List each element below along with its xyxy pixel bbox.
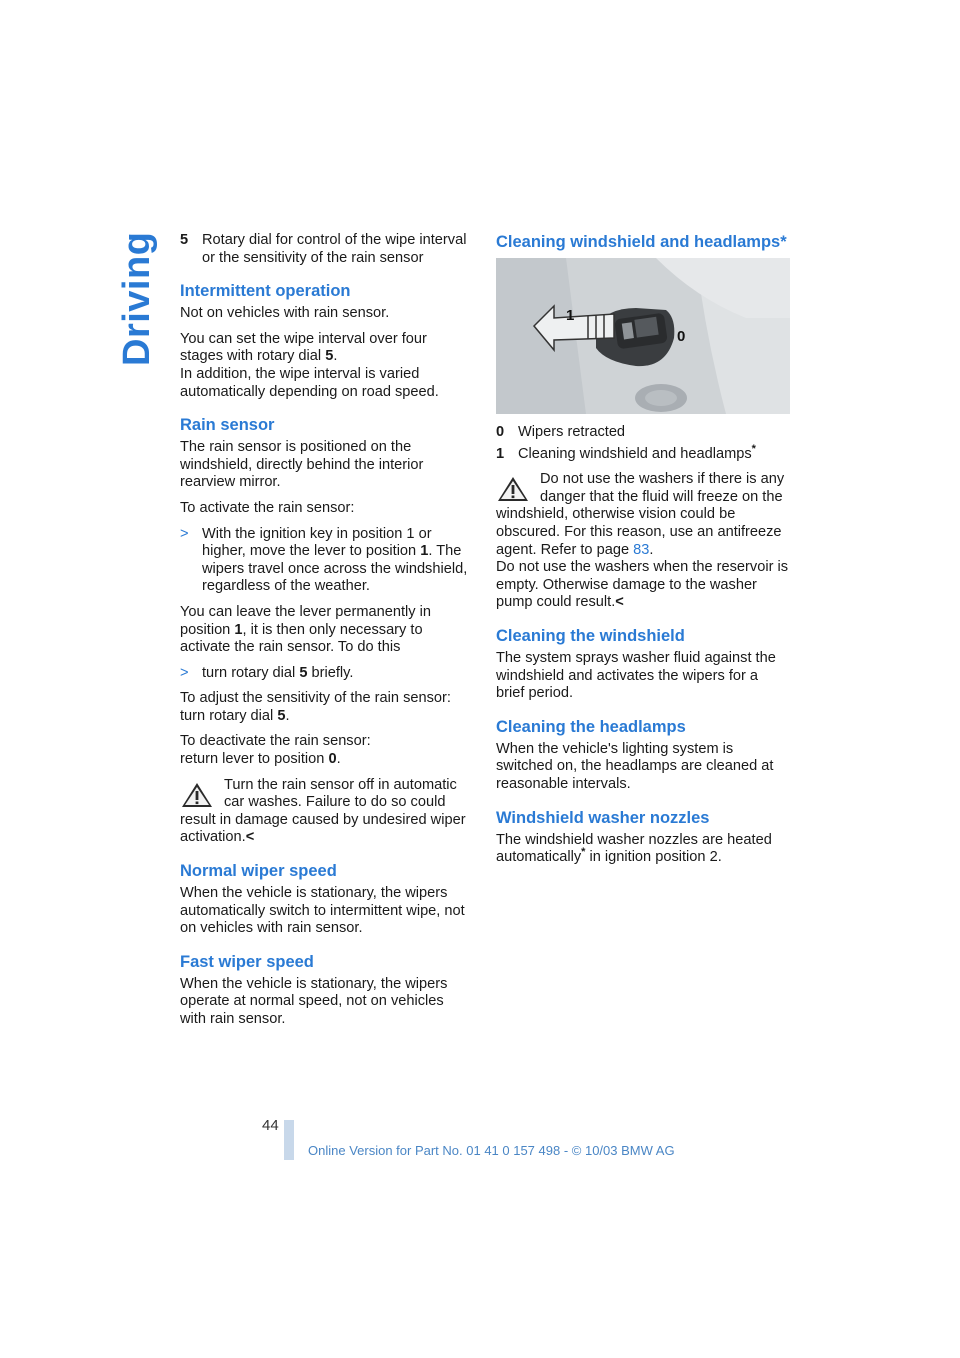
paragraph: You can set the wipe interval over four stages with rotary dial 5. <box>180 330 427 365</box>
list-item <box>180 526 470 596</box>
page-number: 44 <box>262 1117 279 1134</box>
figure-label-1: 1 <box>566 307 575 324</box>
left-column <box>180 232 470 1037</box>
warning-text-end: . <box>649 541 654 558</box>
item-text: Wipers retracted <box>518 424 626 440</box>
page-link[interactable]: 83 <box>633 541 650 558</box>
item-text: turn rotary dial 5 briefly. <box>202 664 354 681</box>
item-number: 1 <box>496 445 505 462</box>
paragraph: Not on vehicles with rain sensor. <box>180 305 390 322</box>
paragraph: When the vehicle is stationary, the wipers automatically switch to intermittent wipe, not on vehicles with rain sensor. <box>180 885 465 937</box>
list-item <box>496 442 790 464</box>
heading-fast-wiper-speed: Fast wiper speed <box>180 952 314 971</box>
heading-cleaning-headlamps: Cleaning the headlamps <box>496 717 686 736</box>
list-item <box>496 424 790 442</box>
end-mark: < <box>245 829 255 846</box>
list-item <box>180 232 470 267</box>
paragraph: When the vehicle's lighting system is switched on, the headlamps are cleaned at reasonable intervals. <box>496 740 774 792</box>
figure-label-0: 0 <box>677 328 686 345</box>
item-text: With the ignition key in position 1 or higher, move the lever to position 1. The wipers travel once across the windshield, regardless of the weather. <box>202 525 468 595</box>
paragraph: When the vehicle is stationary, the wipers operate at normal speed, not on vehicles with rain sensor. <box>180 975 448 1027</box>
heading-cleaning-windshield-headlamps: Cleaning windshield and headlamps* <box>496 233 787 251</box>
warning-note <box>496 471 790 612</box>
paragraph: The windshield washer nozzles are heated automatically* in ignition position 2. <box>496 831 772 866</box>
warning-text: Do not use the washers when the reservoir is empty. Otherwise damage to the washer pump could result. <box>496 559 789 611</box>
footer-text: Online Version for Part No. 01 41 0 157 498 - © 10/03 BMW AG <box>308 1143 675 1158</box>
warning-triangle-icon <box>180 781 214 809</box>
paragraph: The system sprays washer fluid against the windshield and activates the wipers for a brief period. <box>496 649 776 702</box>
heading-normal-wiper-speed: Normal wiper speed <box>180 862 337 881</box>
paragraph: To activate the rain sensor: <box>180 499 355 516</box>
paragraph: To deactivate the rain sensor: return lever to position 0. <box>180 733 371 768</box>
heading-washer-nozzles: Windshield washer nozzles <box>496 808 710 827</box>
paragraph: To adjust the sensitivity of the rain sensor: turn rotary dial 5. <box>180 690 451 724</box>
right-column <box>496 232 790 875</box>
heading-intermittent-operation: Intermittent operation <box>180 282 351 301</box>
footer-bar <box>284 1120 294 1160</box>
item-number: 5 <box>180 232 189 248</box>
arrow-marker: > <box>180 525 189 542</box>
list-item <box>180 665 470 683</box>
section-title: Driving <box>116 231 158 366</box>
paragraph: The rain sensor is positioned on the windshield, directly behind the interior rearview mirror. <box>180 439 424 491</box>
item-number: 0 <box>496 424 505 440</box>
warning-text: Do not use the washers if there is any danger that the fluid will freeze on the windshield, otherwise vision could be obscured. For this reason, use an antifreeze agent. Refer to page <box>496 471 785 558</box>
paragraph: In addition, the wipe interval is varied automatically depending on road speed. <box>180 365 439 400</box>
warning-triangle-icon <box>496 475 530 503</box>
paragraph: You can leave the lever permanently in position 1, it is then only necessary to activate the rain sensor. To do this <box>180 603 431 656</box>
arrow-marker: > <box>180 664 189 681</box>
wiper-lever-illustration <box>496 258 790 414</box>
item-text: Cleaning windshield and headlamps* <box>518 442 756 462</box>
item-text: Rotary dial for control of the wipe interval or the sensitivity of the rain sensor <box>202 232 467 266</box>
warning-note <box>180 777 470 847</box>
lever-figure-svg <box>496 258 790 414</box>
heading-cleaning-windshield: Cleaning the windshield <box>496 626 685 645</box>
end-mark: < <box>615 594 624 611</box>
heading-rain-sensor: Rain sensor <box>180 416 275 435</box>
warning-text: Turn the rain sensor off in automatic car washes. Failure to do so could result in damage caused by undesired wiper activation. <box>180 776 466 846</box>
